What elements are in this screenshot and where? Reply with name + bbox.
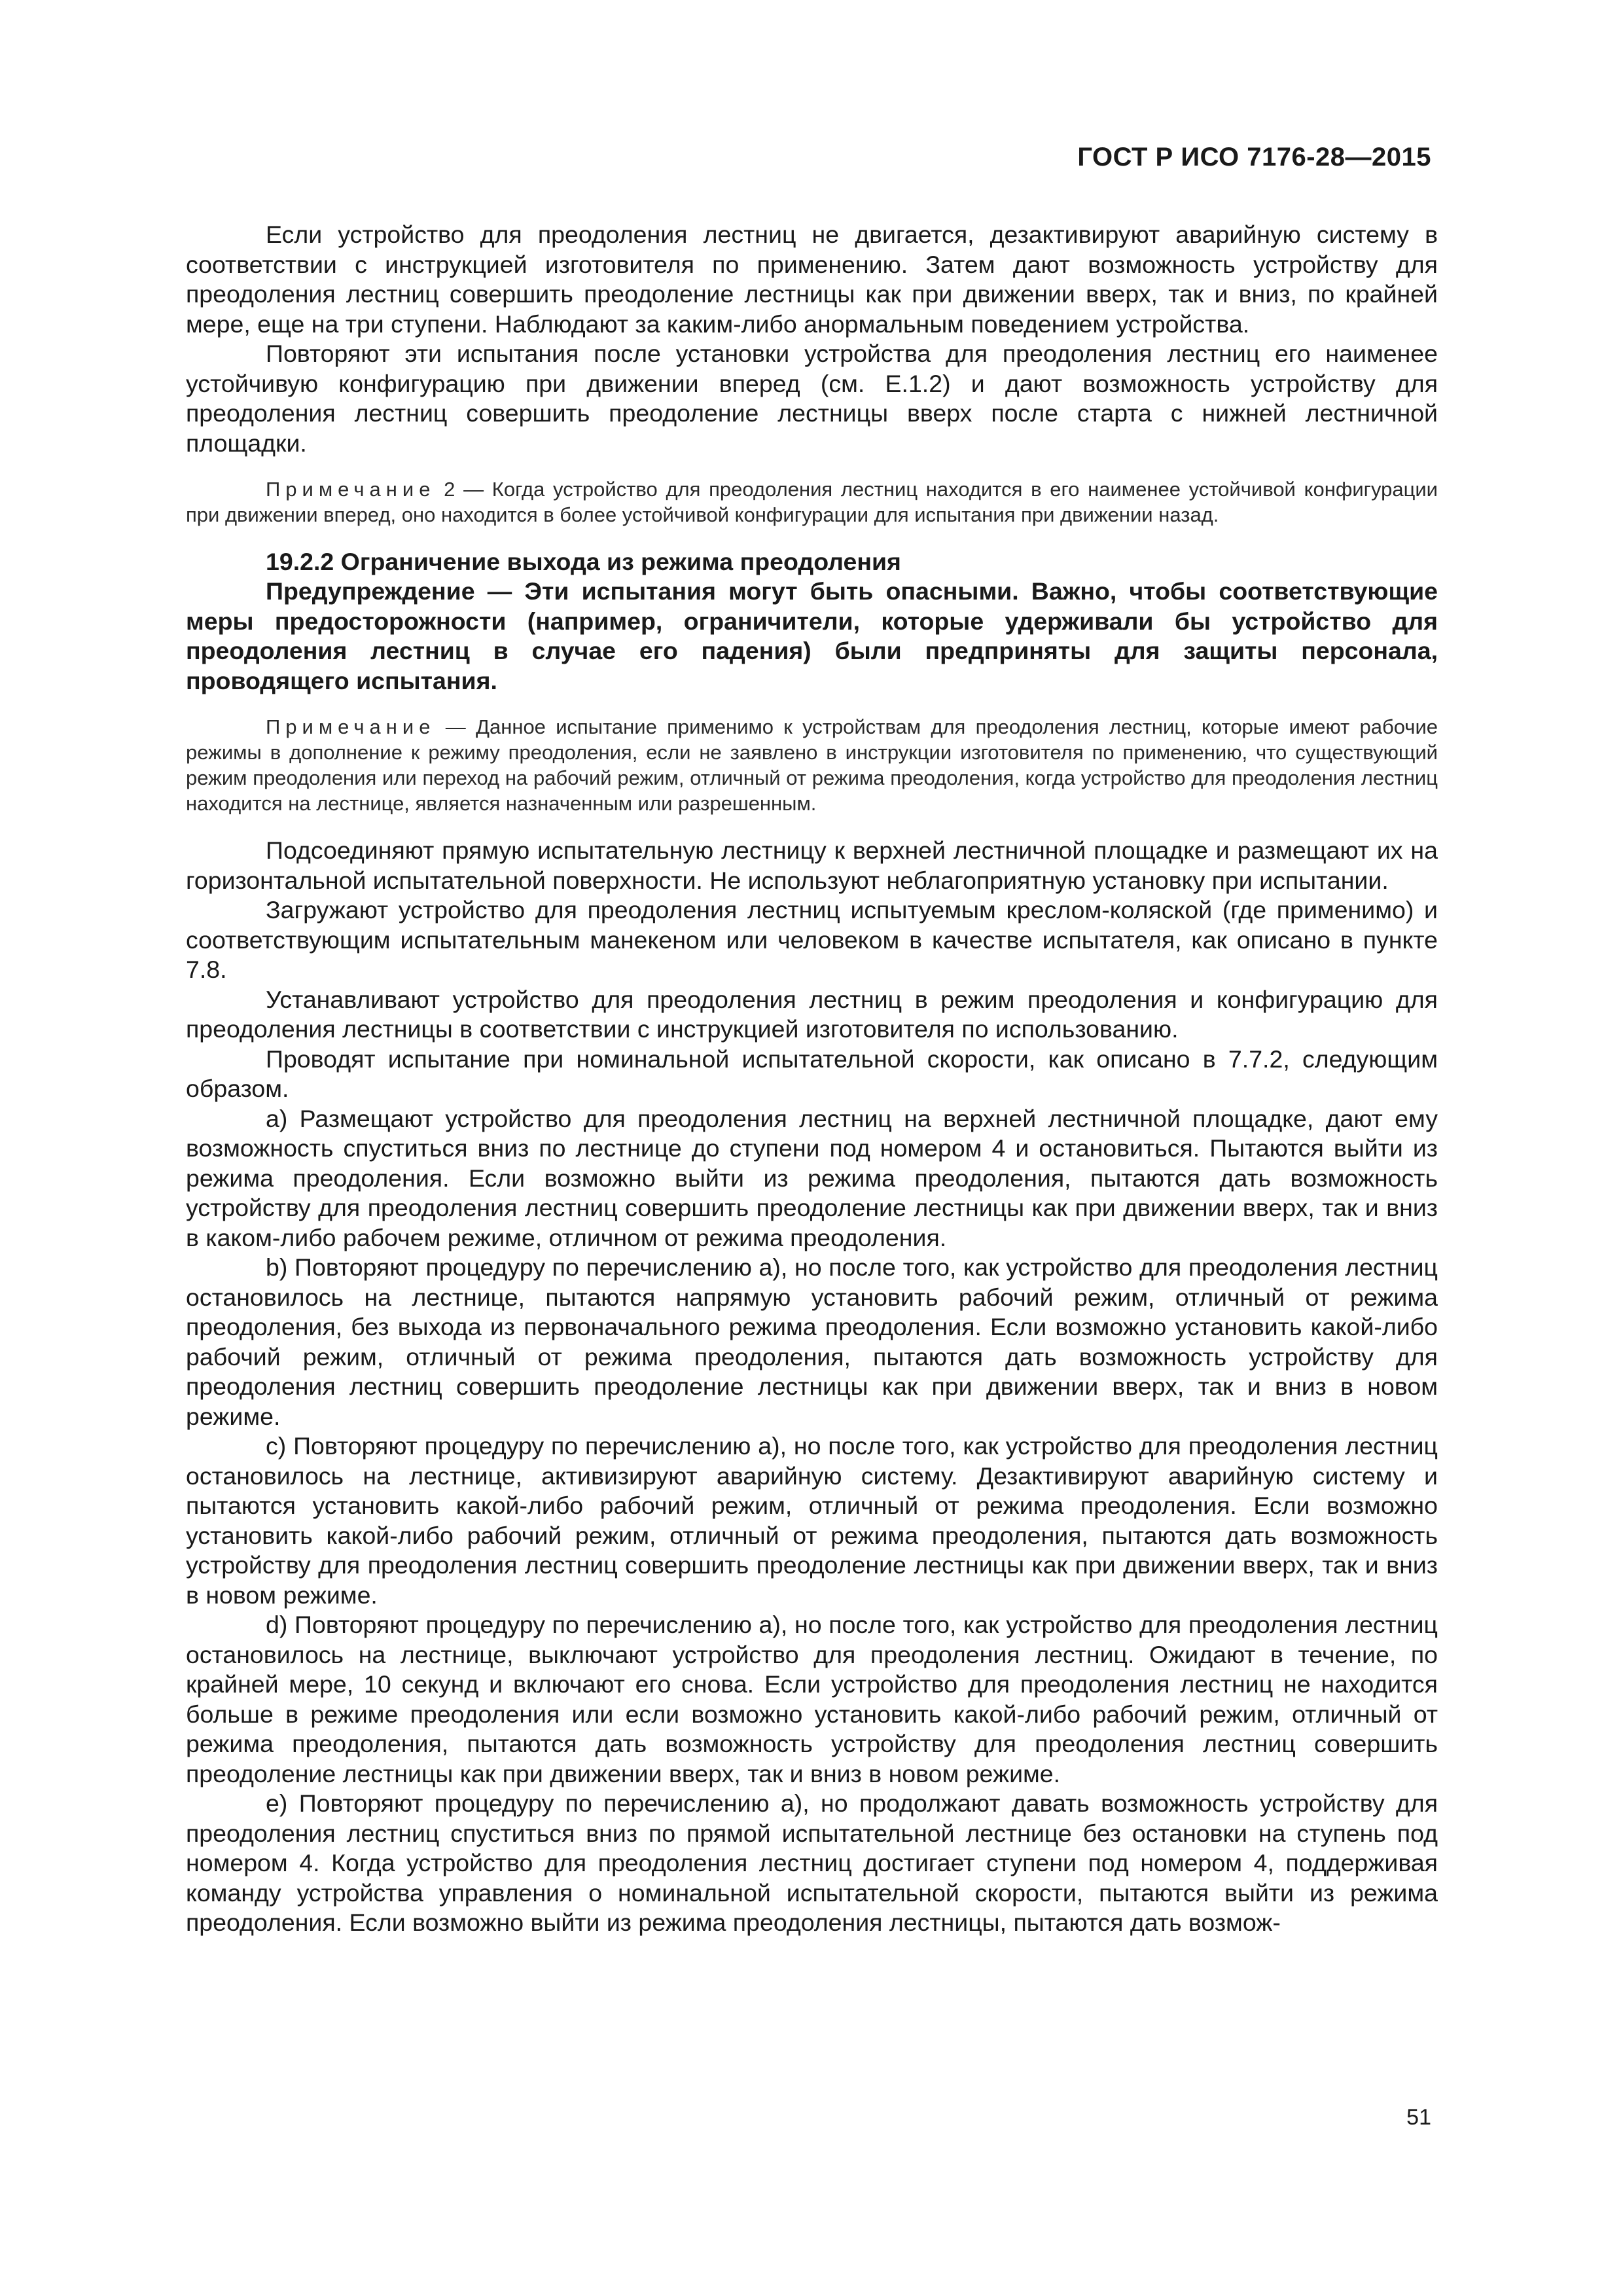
document-body	[186, 220, 1438, 1938]
note-text: — Данное испытание применимо к устройствам для преодоления лестниц, которые имеют рабочие режимы в дополнение к режиму преодоления, если не заявлено в инструкции изготовителя по применению, что существующий режим преодоления или переход на рабочий режим, отличный от режима преодоления, когда устройство для преодоления лестниц находится на лестнице, является назначенным или разрешенным.	[186, 715, 1438, 815]
warning-paragraph: Предупреждение — Эти испытания могут быть опасными. Важно, чтобы соответствующие меры предосторожности (например, ограничители, которые удерживали бы устройство для преодоления лестниц в случае его падения) были предприняты для защиты персонала, проводящего испытания.	[186, 577, 1438, 694]
note-paragraph	[186, 476, 1438, 528]
paragraph: Если устройство для преодоления лестниц не двигается, дезактивируют аварийную систему в соответствии с инструкцией изготовителя по применению. Затем дают возможность устройству для преодоления лестниц совершить преодоление лестницы как при движении вверх, так и вниз, по крайней мере, еще на три ступени. Наблюдают за каким-либо анормальным поведением устройства.	[186, 221, 1438, 338]
note-label: Примечание	[266, 715, 436, 738]
paragraph: Повторяют эти испытания после установки устройства для преодоления лестниц его наименее устойчивую конфигурацию при движении вперед (см. Е.1.2) и дают возможность устройству для преодоления лестниц совершить преодоление лестницы вверх после старта с нижней лестничной площадки.	[186, 340, 1438, 457]
list-item: а) Размещают устройство для преодоления лестниц на верхней лестничной площадке, дают ему возможность спуститься вниз по лестнице до ступени под номером 4 и остановиться. Пытаются выйти из режима преодоления. Если возможно выйти из режима преодоления, пытаются дать возможность устройству для преодоления лестниц совершить преодоление лестницы как при движении вверх, так и вниз в каком-либо рабочем режиме, отличном от режима преодоления.	[186, 1104, 1438, 1251]
note-text: 2 — Когда устройство для преодоления лестниц находится в его наименее устойчивой конфигурации при движении вперед, оно находится в более устойчивой конфигурации для испытания при движении назад.	[186, 478, 1438, 526]
paragraph: Загружают устройство для преодоления лестниц испытуемым креслом-коляской (где применимо) и соответствующим испытательным манекеном или человеком в качестве испытателя, как описано в пункте 7.8.	[186, 896, 1438, 983]
list-item: с) Повторяют процедуру по перечислению а), но после того, как устройство для преодоления лестниц остановилось на лестнице, активизируют аварийную систему. Дезактивируют аварийную систему и пытаются установить какой-либо рабочий режим, отличный от режима преодоления. Если возможно установить какой-либо рабочий режим, отличный от режима преодоления, пытаются дать возможность устройству для преодоления лестниц совершить преодоление лестницы как при движении вверх, так и вниз в новом режиме.	[186, 1432, 1438, 1609]
paragraph: Устанавливают устройство для преодоления лестниц в режим преодоления и конфигурацию для преодоления лестницы в соответствии с инструкцией изготовителя по использованию.	[186, 985, 1438, 1043]
note-label: Примечание	[266, 478, 436, 501]
page-number: 51	[1406, 2105, 1431, 2130]
list-item: b) Повторяют процедуру по перечислению а), но после того, как устройство для преодоления лестниц остановилось на лестнице, пытаются напрямую установить рабочий режим, отличный от режима преодоления, без выхода из первоначального режима преодоления. Если возможно установить какой-либо рабочий режим, отличный от режима преодоления, пытаются дать возможность устройству для преодоления лестниц совершить преодоление лестницы как при движении вверх, так и вниз в новом режиме.	[186, 1253, 1438, 1430]
document-header: ГОСТ Р ИСО 7176-28—2015	[1077, 143, 1431, 171]
section-heading: 19.2.2 Ограничение выхода из режима преодоления	[266, 548, 901, 575]
paragraph: Проводят испытание при номинальной испытательной скорости, как описано в 7.7.2, следующим образом.	[186, 1045, 1438, 1102]
list-item: d) Повторяют процедуру по перечислению а), но после того, как устройство для преодоления лестниц остановилось на лестнице, выключают устройство для преодоления лестниц. Ожидают в течение, по крайней мере, 10 секунд и включают его снова. Если устройство для преодоления лестниц не находится больше в режиме преодоления или если возможно установить какой-либо рабочий режим, отличный от режима преодоления, пытаются дать возможность устройству для преодоления лестниц совершить преодоление лестницы как при движении вверх, так и вниз в новом режиме.	[186, 1611, 1438, 1787]
note-paragraph	[186, 714, 1438, 816]
list-item: е) Повторяют процедуру по перечислению а), но продолжают давать возможность устройству для преодоления лестниц спуститься вниз по прямой испытательной лестнице без остановки на ступень под номером 4. Когда устройство для преодоления лестниц достигает ступени под номером 4, поддерживая команду устройства управления о номинальной испытательной скорости, пытаются выйти из режима преодоления. Если возможно выйти из режима преодоления лестницы, пытаются дать возмож-	[186, 1789, 1438, 1936]
paragraph: Подсоединяют прямую испытательную лестницу к верхней лестничной площадке и размещают их на горизонтальной испытательной поверхности. Не используют неблагоприятную установку при испытании.	[186, 836, 1438, 894]
